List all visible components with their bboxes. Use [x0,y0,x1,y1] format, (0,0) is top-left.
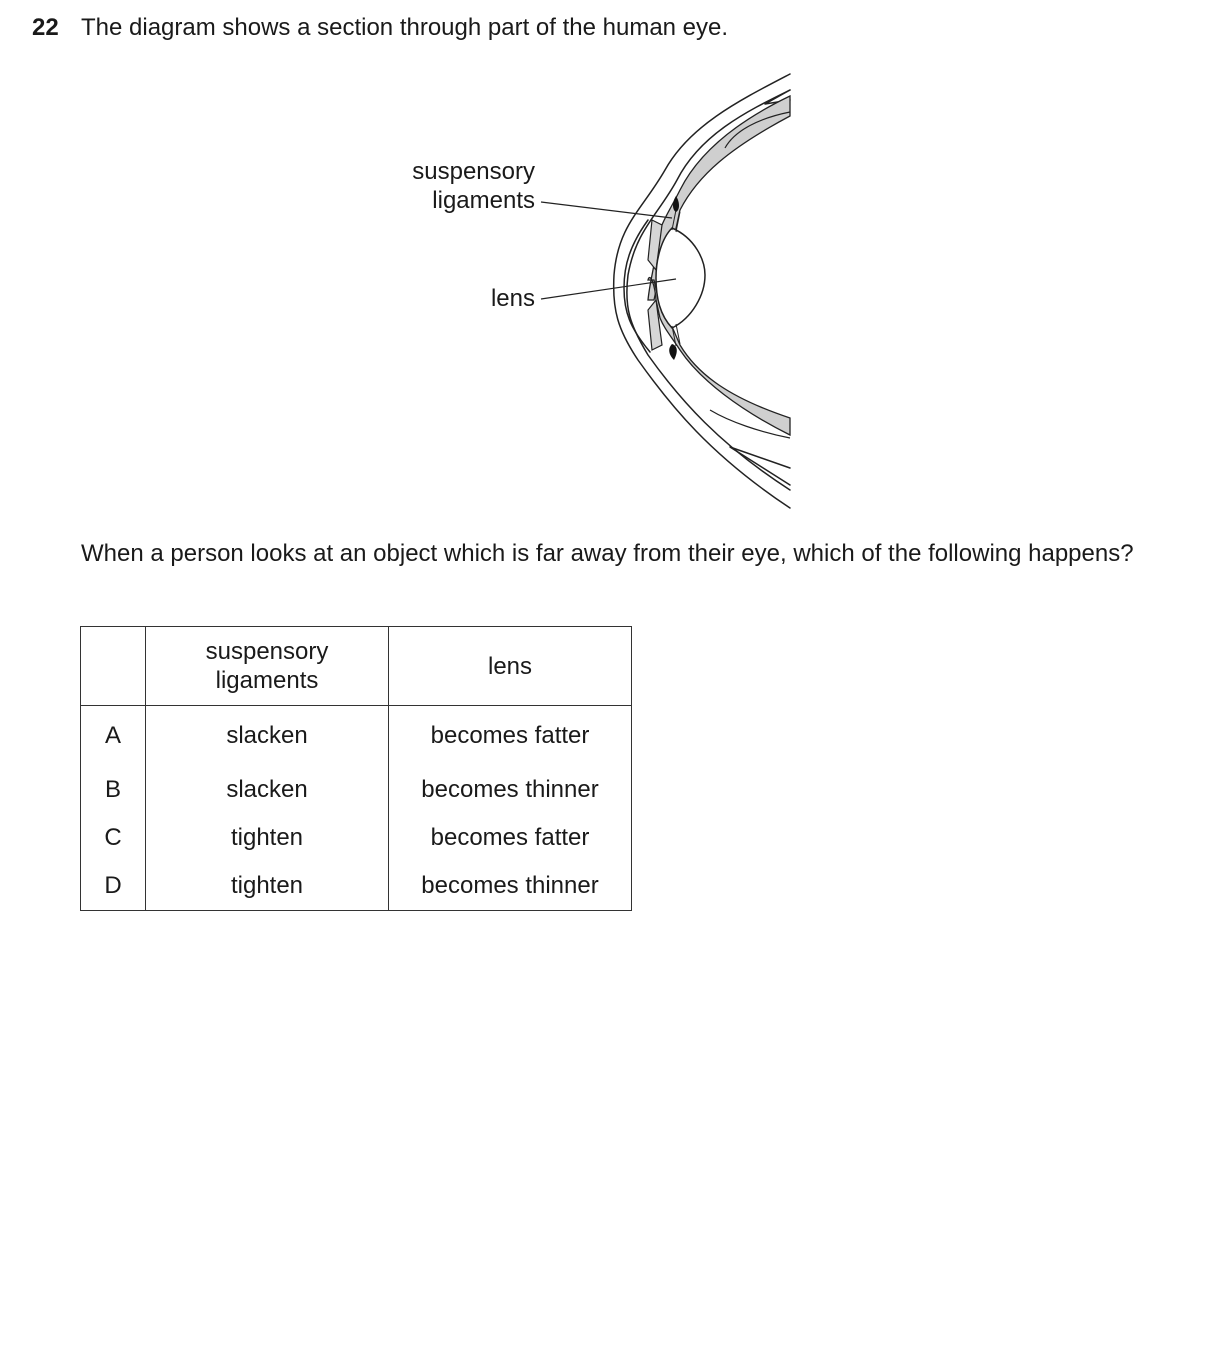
eye-section-drawing [380,60,820,520]
option-suspensory: tighten [146,862,389,911]
question-stem: The diagram shows a section through part of the human eye. [81,14,729,41]
ciliary-muscle-bottom [669,344,677,360]
bottom-notch [730,447,790,485]
leader-line-suspensory [541,202,672,218]
option-key[interactable]: D [81,862,146,911]
label-suspensory-line1: suspensory [412,158,535,185]
answer-table [80,626,632,911]
label-lens: lens [490,285,535,312]
option-key[interactable]: A [81,706,146,767]
table-row[interactable] [81,814,632,862]
option-key[interactable]: C [81,814,146,862]
lens-shape [656,228,705,328]
question-number: 22 [32,14,59,41]
header-suspensory-line2: ligaments [215,667,319,694]
table-row[interactable] [81,706,632,767]
option-lens: becomes thinner [389,766,632,814]
option-suspensory: slacken [146,766,389,814]
question-text: When a person looks at an object which is far away from their eye, which of the following happens? [81,540,1134,567]
option-lens: becomes thinner [389,862,632,911]
option-suspensory: tighten [146,814,389,862]
option-key[interactable]: B [81,766,146,814]
table-row[interactable] [81,862,632,911]
header-lens: lens [389,627,632,706]
header-suspensory-line1: suspensory [205,638,329,665]
eye-diagram [380,60,820,520]
option-suspensory: slacken [146,706,389,767]
option-lens: becomes fatter [389,706,632,767]
option-lens: becomes fatter [389,814,632,862]
table-header-row [81,627,632,706]
header-key [81,627,146,706]
table-row[interactable] [81,766,632,814]
label-suspensory-line2: ligaments [432,187,535,214]
label-suspensory-ligaments [412,157,535,215]
header-suspensory-ligaments [146,627,389,706]
